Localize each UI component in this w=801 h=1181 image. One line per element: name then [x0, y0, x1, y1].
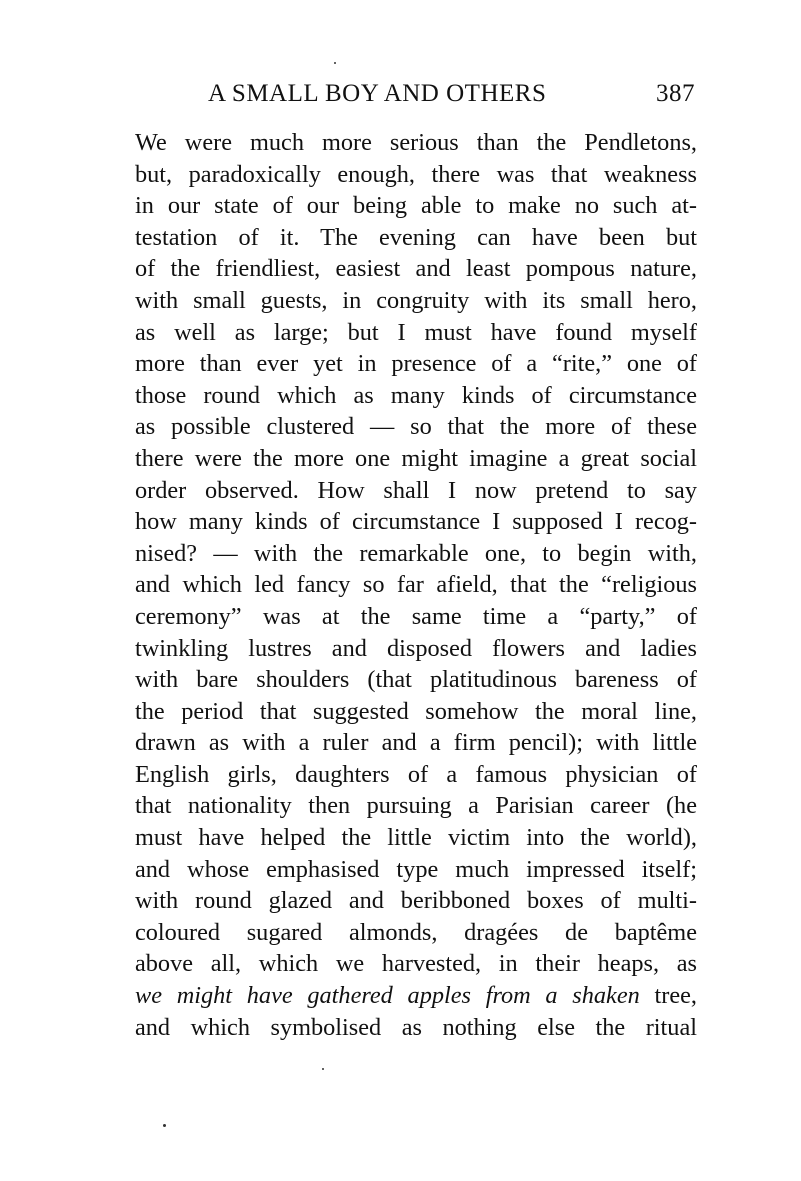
running-head-title: A SMALL BOY AND OTHERS — [208, 80, 547, 107]
running-head — [208, 80, 695, 112]
text-line: testation of it. The evening can have been but — [135, 223, 697, 251]
text-line: in our state of our being able to make no such at- — [135, 192, 697, 220]
text-line: as possible clustered — so that the more of these — [135, 413, 697, 441]
text-line: and which led fancy so far afield, that the “religious — [135, 571, 697, 599]
page-number: 387 — [656, 80, 695, 107]
text-line: drawn as with a ruler and a firm pencil); with little — [135, 729, 697, 757]
text-line: nised? — with the remarkable one, to begin with, — [135, 539, 697, 567]
body-text — [135, 127, 697, 1043]
text-line: coloured sugared almonds, dragées de baptême — [135, 918, 697, 946]
text-line: of the friendliest, easiest and least pompous nature, — [135, 255, 697, 283]
text-line: with small guests, in congruity with its small hero, — [135, 286, 697, 314]
paper-speck — [163, 1124, 166, 1127]
text-line: how many kinds of circumstance I supposed I recog- — [135, 508, 697, 536]
text-line-final: and which symbolised as nothing else the ritual — [135, 1013, 697, 1041]
text-line: We were much more serious than the Pendletons, — [135, 129, 697, 156]
text-line: twinkling lustres and disposed flowers and ladies — [135, 634, 697, 662]
text-line-italic — [135, 980, 697, 1012]
text-line: order observed. How shall I now pretend to say — [135, 476, 697, 504]
text-line: more than ever yet in presence of a “rite,” one of — [135, 350, 697, 378]
text-line: English girls, daughters of a famous physician of — [135, 760, 697, 788]
text-line: but, paradoxically enough, there was that weakness — [135, 160, 697, 188]
text-line: the period that suggested somehow the moral line, — [135, 697, 697, 725]
italic-text: we might have gathered apples from a shaken — [135, 982, 640, 1010]
text-line: above all, which we harvested, in their heaps, as — [135, 950, 697, 978]
text-line: with bare shoulders (that platitudinous bareness of — [135, 666, 697, 694]
text-line: those round which as many kinds of circumstance — [135, 381, 697, 409]
paper-speck — [334, 62, 336, 64]
roman-text: tree, — [654, 982, 697, 1010]
text-line: that nationality then pursuing a Parisian career (he — [135, 792, 697, 820]
text-line: as well as large; but I must have found myself — [135, 318, 697, 346]
text-line: ceremony” was at the same time a “party,” of — [135, 602, 697, 630]
paper-speck — [322, 1068, 324, 1070]
text-line: there were the more one might imagine a great social — [135, 444, 697, 472]
text-line: with round glazed and beribboned boxes of multi- — [135, 887, 697, 915]
text-line: and whose emphasised type much impressed itself; — [135, 855, 697, 883]
text-line: must have helped the little victim into the world), — [135, 824, 697, 852]
